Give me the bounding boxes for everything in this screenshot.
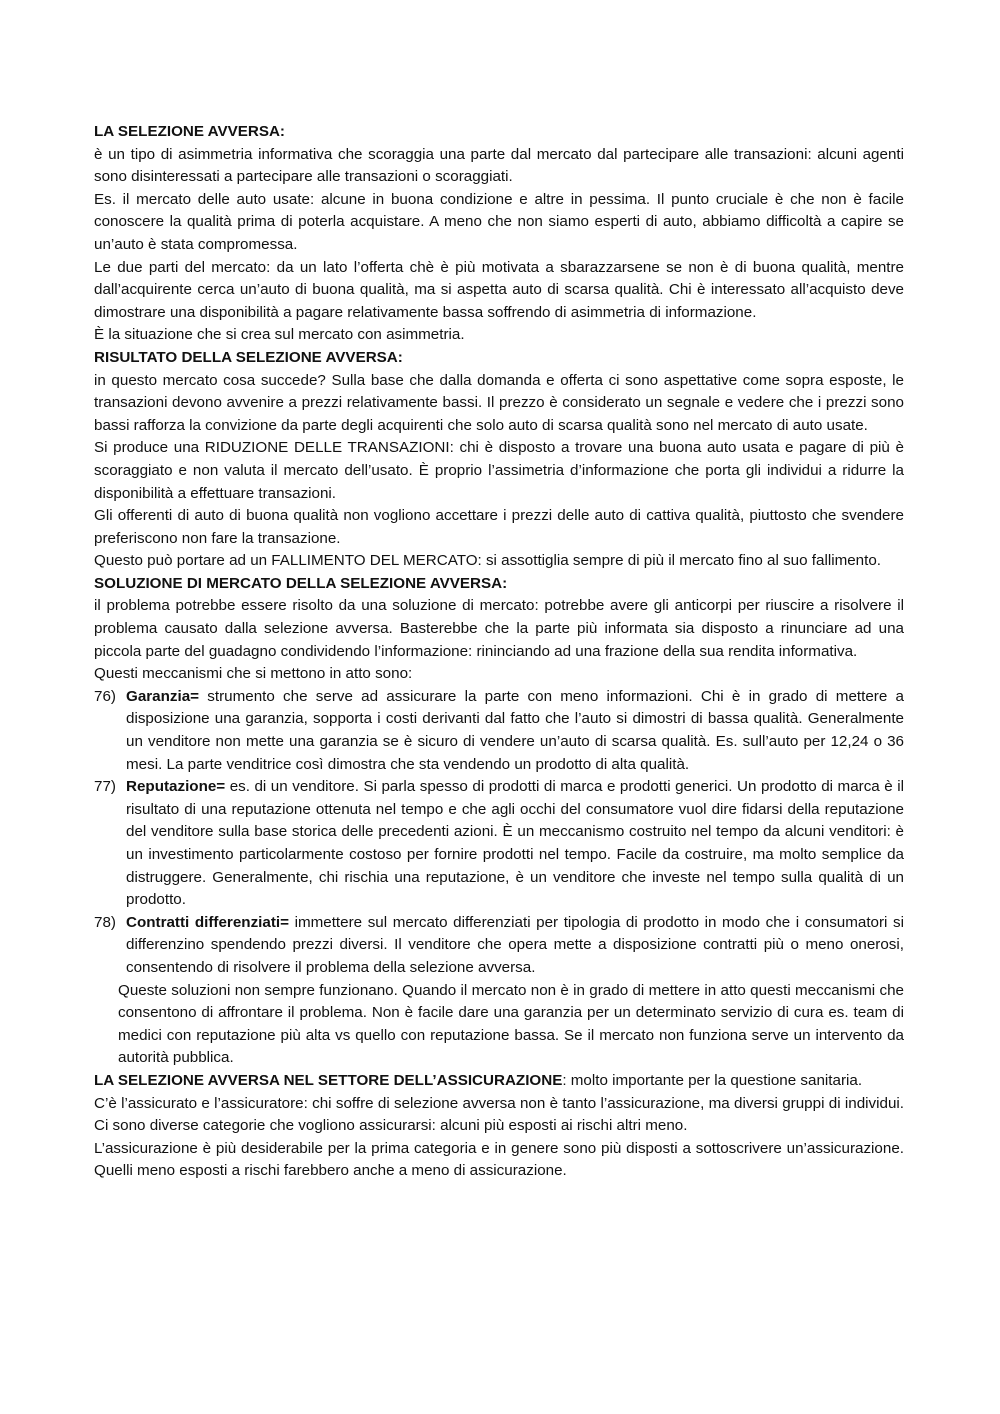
- paragraph: Queste soluzioni non sempre funzionano. Quando il mercato non è in grado di mettere in atto questi meccanismi che consentono di affrontare il problema. Non è facile dare una garanzia per un determinato servizio di cura es. team di medici con reputazione più alta vs quello con reputazione bassa. Se il mercato non funziona serve un intervento da autorità pubblica.: [118, 981, 904, 1067]
- list-item: [94, 776, 904, 912]
- list-term: Garanzia=: [126, 687, 200, 705]
- list-text: strumento che serve ad assicurare la parte con meno informazioni. Chi è in grado di mettere a disposizione una garanzia, sopporta i costi derivanti dal fatto che l’auto si dimostri di bassa qualità. Generalmente un venditore non mette una garanzia se è sicuro di vendere un’auto di scarsa qualità. Es. sull’auto per 12,24 o 36 mesi. La parte venditrice così dimostra che sta vendendo un prodotto di alta qualità.: [126, 687, 904, 773]
- paragraph: Le due parti del mercato: da un lato l’offerta chè è più motivata a sbarazzarsene se non è di buona qualità, mentre dall’acquirente cerca un’auto di buona qualità, ma si aspetta auto di scarsa qualità. Chi è interessato all’acquisto deve dimostrare una disponibilità a pagare relativamente bassa soffrendo di asimmetria di informazione.: [94, 258, 904, 321]
- section-heading: LA SELEZIONE AVVERSA NEL SETTORE DELL’ASSICURAZIONE: [94, 1071, 563, 1089]
- list-term: Contratti differenziati=: [126, 913, 289, 931]
- paragraph: Si produce una RIDUZIONE DELLE TRANSAZIONI: chi è disposto a trovare una buona auto usata e pagare di più è scoraggiato e non valuta il mercato dell’usato. È proprio l’assimetria d’informazione che porta gli individui a ridurre la disponibilità a effettuare transazioni.: [94, 439, 904, 502]
- list-number: 78): [94, 913, 116, 931]
- paragraph: il problema potrebbe essere risolto da una soluzione di mercato: potrebbe avere gli anticorpi per riuscire a risolvere il problema causato dalla selezione avversa. Basterebbe che la parte più informata sia disposto a rinunciare ad una piccola parte del guadagno condividendo l’informazione: rininciando ad una frazione della sua rendita informativa.: [94, 597, 904, 660]
- paragraph: è un tipo di asimmetria informativa che scoraggia una parte dal mercato dal partecipare alle transazioni: alcuni agenti sono disinteressati a partecipare alle transazioni o scoraggiati.: [94, 145, 904, 186]
- section-heading-line: [94, 1070, 904, 1093]
- paragraph: L’assicurazione è più desiderabile per la prima categoria e in genere sono più disposti a sottoscrivere un’assicurazione. Quelli meno esposti a rischi farebbero anche a meno di assicurazione.: [94, 1139, 904, 1180]
- list-number: 77): [94, 778, 116, 796]
- paragraph: in questo mercato cosa succede? Sulla base che dalla domanda e offerta ci sono aspettative come sopra esposte, le transazioni devono avvenire a prezzi relativamente bassi. Il prezzo è considerato un segnale e vedere che i prezzi sono bassi rafforza la convizione da parte degli acquirenti che solo auto di scarsa qualità sono nel mercato di auto usate.: [94, 371, 904, 434]
- list-text: es. di un venditore. Si parla spesso di prodotti di marca e prodotti generici. Un prodotto di marca è il risultato di una reputazione ottenuta nel tempo e che agli occhi del consumatore vuol dire fidarsi della reputazione del venditore sulla base storica delle precedenti azioni. È un meccanismo costruito nel tempo da alcuni venditori: è un investimento particolarmente costoso per fornire prodotti nel tempo. Facile da costruire, ma molto semplice da distruggere. Generalmente, chi rischia una reputazione, è un venditore che investe nel tempo sulla qualità di un prodotto.: [126, 778, 904, 909]
- list-text: immettere sul mercato differenziati per tipologia di prodotto in modo che i consumatori si differenzino spendendo prezzi diversi. Il venditore che opera mette a disposizione contratti più o meno onerosi, consentendo di risolvere il problema della selezione avversa.: [126, 913, 905, 976]
- list-number: 76): [94, 687, 116, 705]
- section-heading: LA SELEZIONE AVVERSA:: [94, 123, 285, 140]
- paragraph: Es. il mercato delle auto usate: alcune in buona condizione e altre in pessima. Il punto cruciale è che non è facile conoscere la qualità prima di poterla acquistare. A meno che non siamo esperti di auto, abbiamo difficoltà a capire se un’auto è stata compromessa.: [94, 190, 904, 253]
- paragraph: È la situazione che si crea sul mercato con asimmetria.: [94, 326, 465, 344]
- list-term: Reputazione=: [126, 778, 226, 796]
- section-heading: RISULTATO DELLA SELEZIONE AVVERSA:: [94, 348, 403, 366]
- section-heading: SOLUZIONE DI MERCATO DELLA SELEZIONE AVVERSA:: [94, 574, 508, 592]
- paragraph: Gli offerenti di auto di buona qualità non vogliono accettare i prezzi delle auto di cattiva qualità, piuttosto che svendere preferiscono non fare la transazione.: [94, 507, 904, 547]
- paragraph: Questo può portare ad un FALLIMENTO DEL MERCATO: si assottiglia sempre di più il mercato fino al suo fallimento.: [94, 552, 882, 570]
- heading-tail: : molto importante per la questione sanitaria.: [562, 1071, 863, 1089]
- paragraph: Questi meccanismi che si mettono in atto sono:: [94, 665, 413, 683]
- mechanism-list: [94, 686, 904, 980]
- document-page: [94, 121, 904, 1183]
- paragraph: C’è l’assicurato e l’assicuratore: chi soffre di selezione avversa non è tanto l’assicurazione, ma diversi gruppi di individui. Ci sono diverse categorie che vogliono assicurarsi: alcuni più esposti ai rischi altri meno.: [94, 1094, 904, 1135]
- list-item: [94, 912, 904, 980]
- list-item: [94, 686, 904, 776]
